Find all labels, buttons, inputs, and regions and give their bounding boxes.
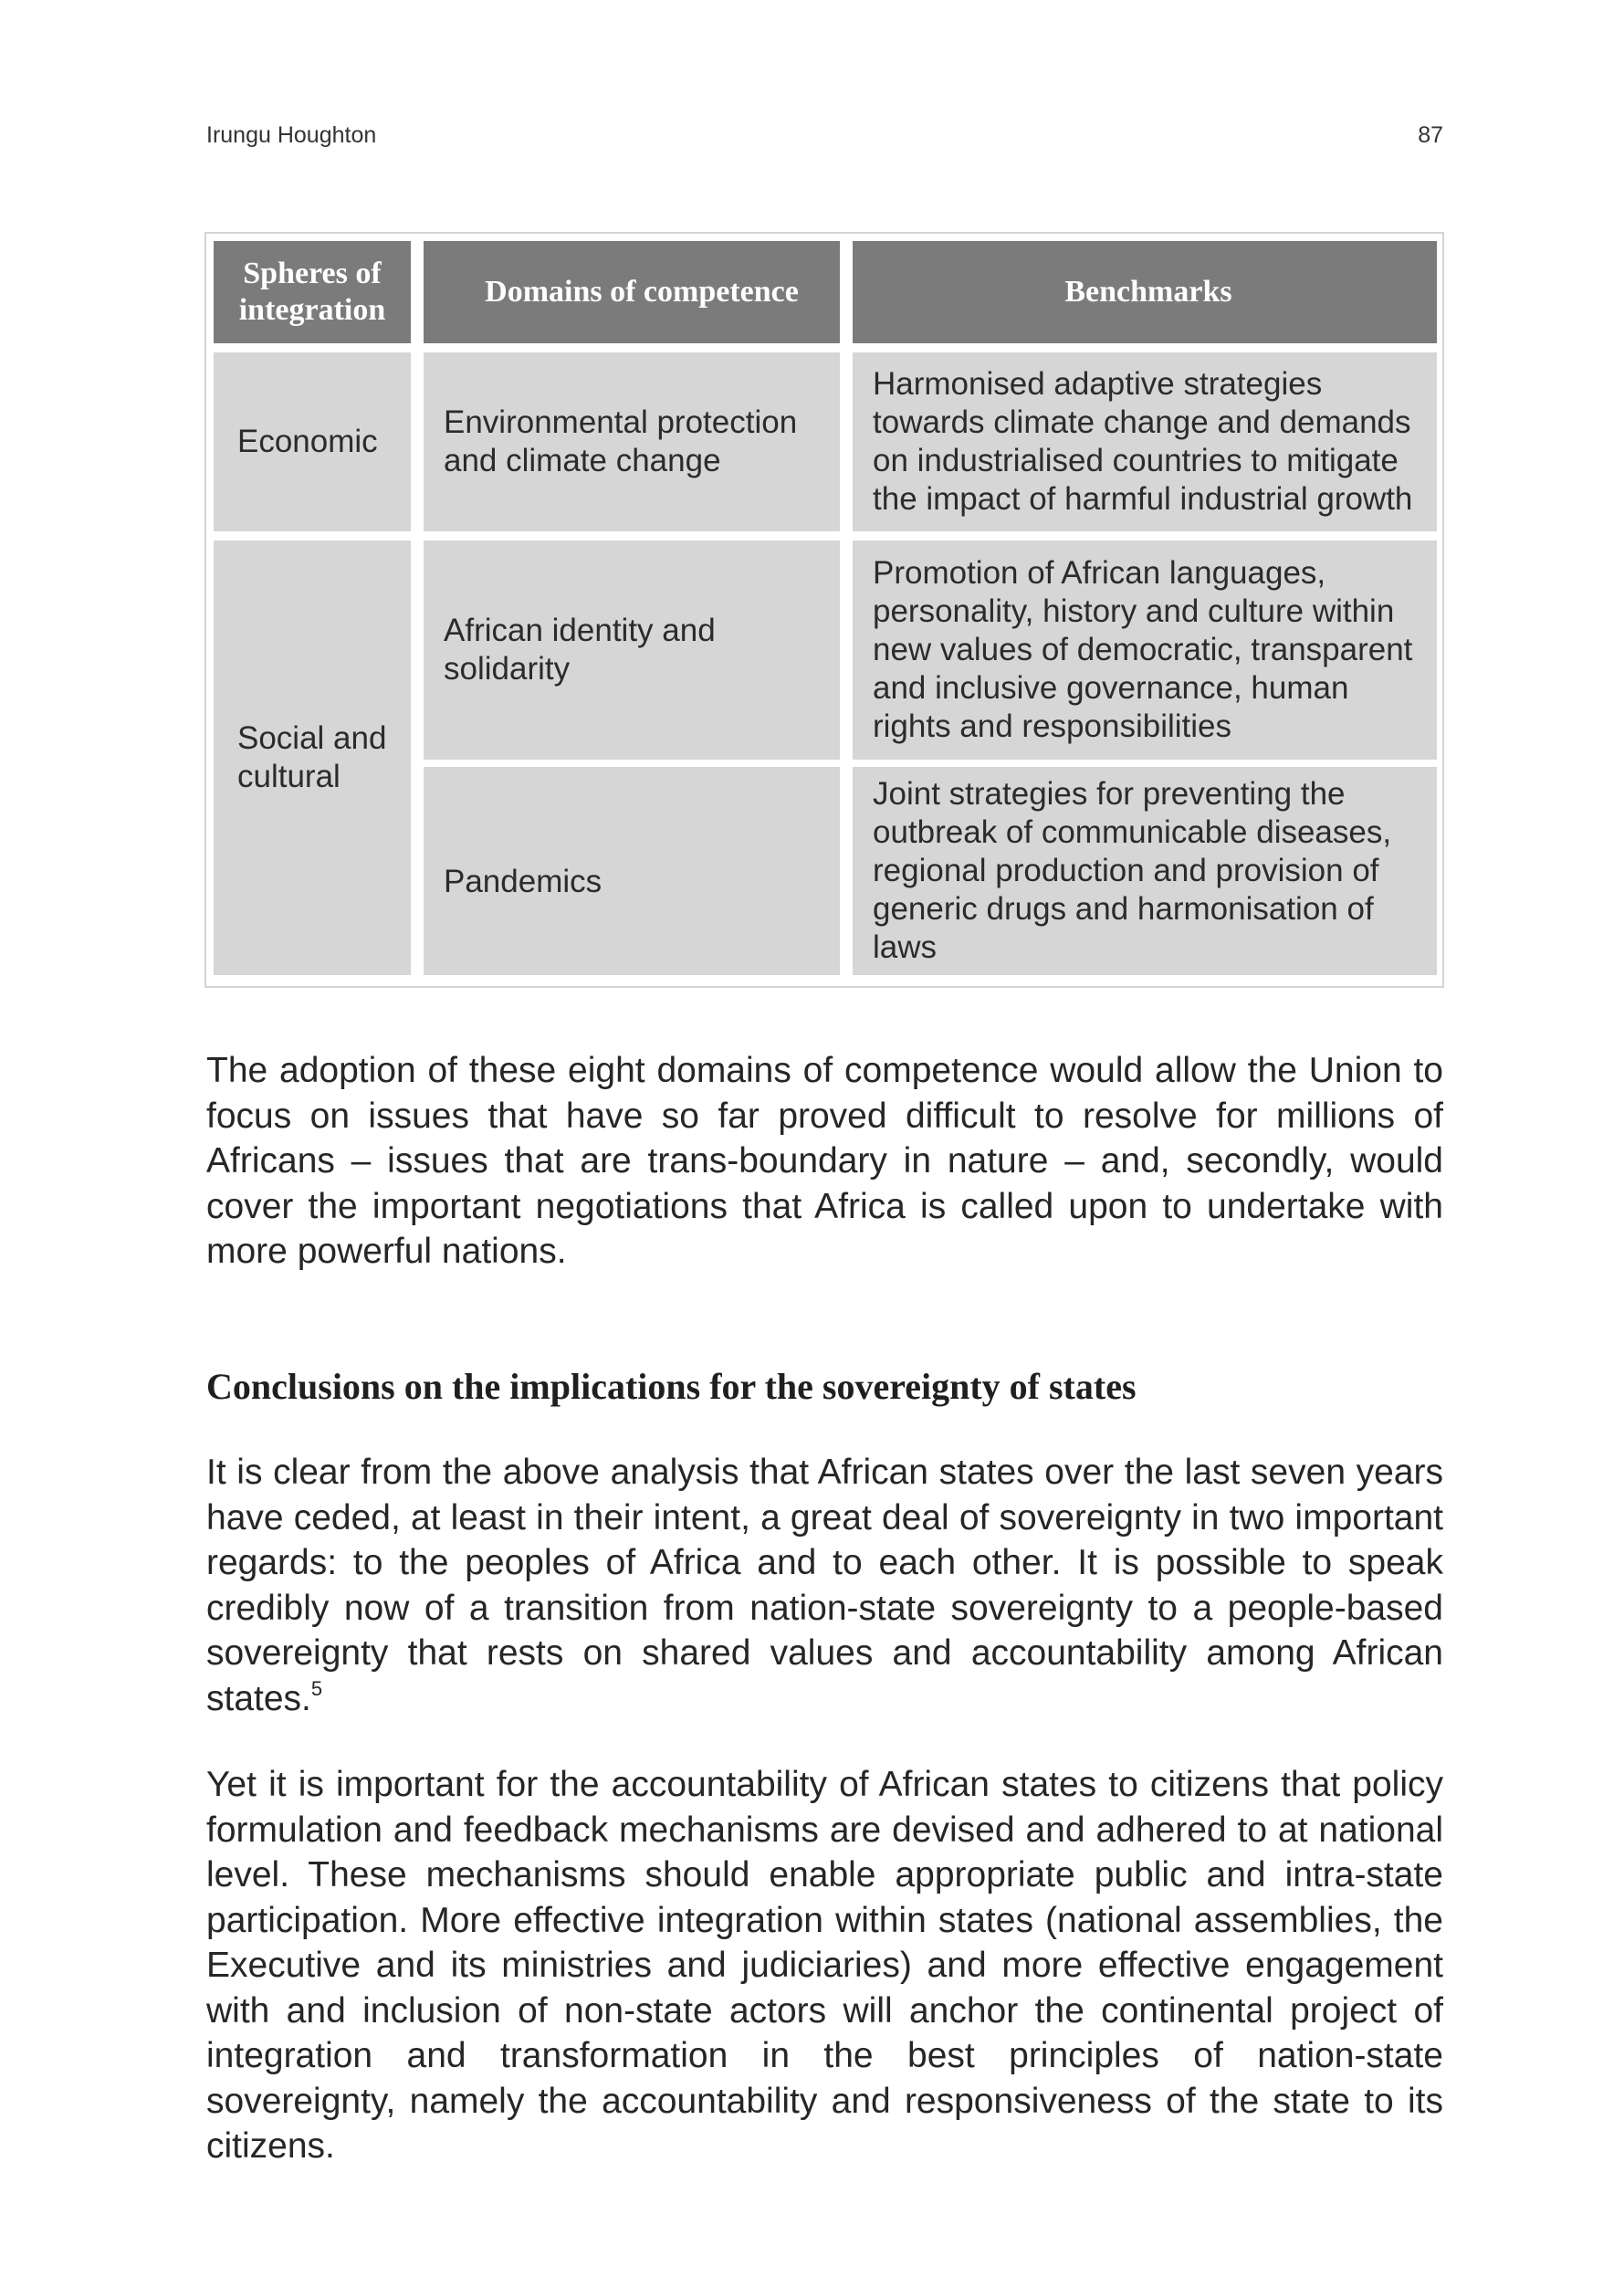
table-cell-benchmark (853, 767, 1437, 975)
table-cell-text: Harmonised adaptive strategies towards climate change and demands on industrialised countries to mitigate the impact of harmful industrial growth (873, 366, 1413, 517)
table-cell-domain (424, 352, 840, 531)
table-cell-domain (424, 541, 840, 760)
table-header-spheres (214, 241, 411, 343)
section-heading: Conclusions on the implications for the sovereignty of states (206, 1366, 1137, 1407)
table-header-domains (424, 241, 840, 343)
table-cell-text: Promotion of African languages, personality, history and culture within new values of democratic, transparent and inclusive governance, human rights and responsibilities (873, 555, 1413, 744)
table-cell-benchmark (853, 352, 1437, 531)
table-cell-sphere (214, 541, 411, 975)
table-cell-benchmark (853, 541, 1437, 760)
table-cell-text: Economic (237, 424, 378, 459)
running-head (206, 122, 1443, 153)
footnote-reference: 5 (310, 1676, 323, 1700)
page-number: 87 (1418, 122, 1443, 148)
running-head-author: Irungu Houghton (206, 122, 377, 148)
table-header-label: Domains of competence (485, 275, 799, 309)
table-cell-sphere (214, 352, 411, 531)
table-cell-text: Pandemics (444, 864, 602, 899)
table-header-benchmarks (853, 241, 1437, 343)
table-cell-text: Environmental protection and climate change (444, 404, 798, 478)
body-paragraph (206, 1450, 1443, 1721)
table-header-label: Benchmarks (1064, 275, 1232, 309)
body-paragraph-text: It is clear from the above analysis that African states over the last seven years have ceded, at least in their intent, a great deal of sovereignty in two important regards: to the peoples of Africa and to each other. It is possible to speak credibly now of a transition from nation-state sovereignty to a people-based sovereignty that rests on shared values and accountability among African states. (206, 1453, 1443, 1718)
table-cell-domain (424, 767, 840, 975)
body-paragraph: The adoption of these eight domains of competence would allow the Union to focus on issues that have so far proved difficult to resolve for millions of Africans – issues that are trans-boundary in nature – and, secondly, would cover the important negotiations that Africa is called upon to undertake with more powerful nations. (206, 1051, 1443, 1271)
table-cell-text: Joint strategies for preventing the outbreak of communicable diseases, regional production and provision of generic drugs and harmonisation of laws (873, 776, 1392, 965)
table-header-label: Spheres of integration (238, 257, 386, 327)
competence-table (204, 232, 1444, 988)
body-paragraph: Yet it is important for the accountability of African states to citizens that policy formulation and feedback mechanisms are devised and adhered to at national level. These mechanisms should enable appropriate public and intra-state participation. More effective integration within states (national assemblies, the Executive and its ministries and judiciaries) and more effective engagement with and inclusion of non-state actors will anchor the continental project of integration and transformation in the best principles of nation-state sovereignty, namely the accountability and responsiveness of the state to its citizens. (206, 1765, 1443, 2166)
table-cell-text: African identity and solidarity (444, 613, 716, 687)
table-cell-text: Social and cultural (237, 720, 387, 794)
